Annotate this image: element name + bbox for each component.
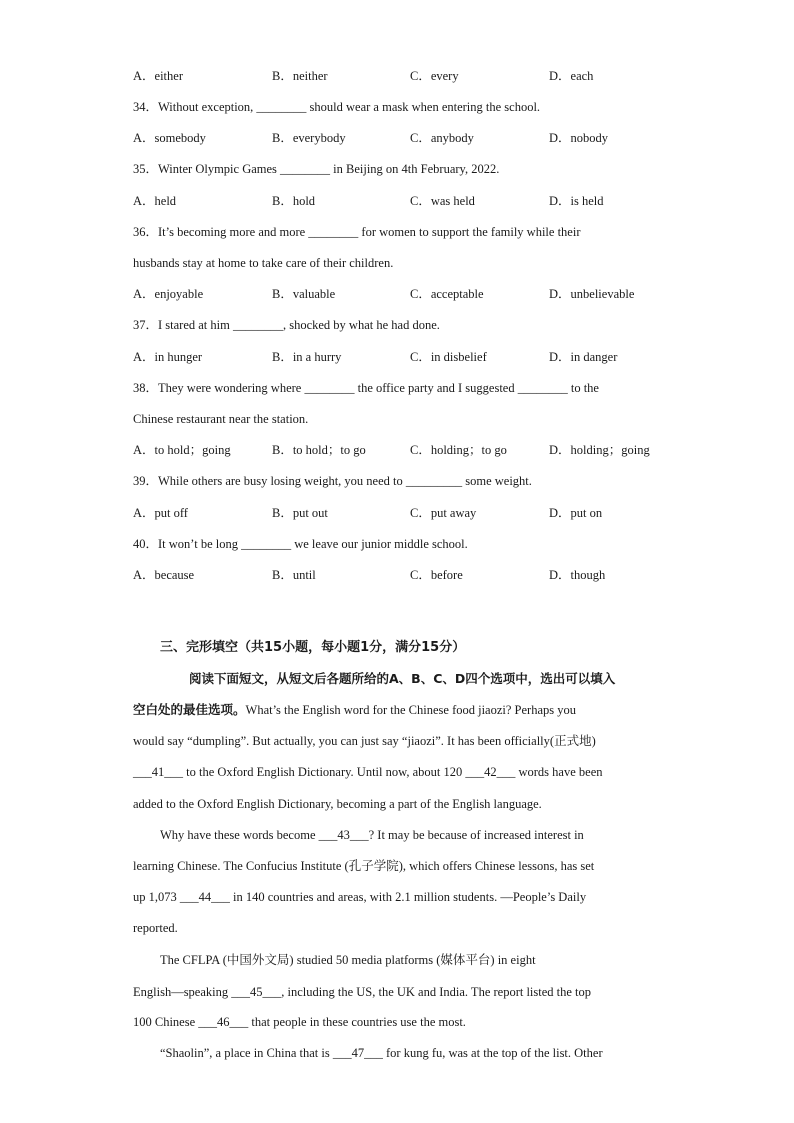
q38-options [133, 442, 693, 458]
q36-option-b: B．valuable [272, 287, 336, 301]
passage-p2-line3: up 1,073 ___44___ in 140 countries and areas, with 2.1 million students. —People’s Daily [133, 890, 587, 904]
q37-option-c: C．in disbelief [410, 350, 487, 364]
q39-option-b: B．put out [272, 506, 328, 520]
q36-options [133, 286, 693, 302]
q35-option-c: C．was held [410, 194, 475, 208]
passage-p4-line1: “Shaolin”, a place in China that is ___47___ for kung fu, was at the top of the list. Other [160, 1046, 603, 1060]
section-instructions-line1: 阅读下面短文，从短文后各题所给的A、B、C、D四个选项中，选出可以填入 [189, 671, 616, 686]
q40-option-c: C．before [410, 568, 463, 582]
q35-option-b: B．hold [272, 194, 316, 208]
q35-option-d: D．is held [549, 194, 604, 208]
q38-option-a: A．to hold；going [133, 443, 231, 457]
q36-stem-line1: 36．It’s becoming more and more ________ for women to support the family while their [133, 225, 581, 239]
passage-p2-line1: Why have these words become ___43___? It may be because of increased interest in [160, 828, 584, 842]
q33-options [133, 68, 693, 84]
passage-p3-line2: English—speaking ___45___, including the US, the UK and India. The report listed the top [133, 985, 592, 999]
q39-stem: 39．While others are busy losing weight, you need to _________ some weight. [133, 474, 532, 488]
q33-option-c: C．every [410, 69, 459, 83]
q34-option-b: B．everybody [272, 131, 346, 145]
q33-option-b: B．neither [272, 69, 328, 83]
q33-option-d: D．each [549, 69, 594, 83]
passage-p2-line2: learning Chinese. The Confucius Institute (孔子学院), which offers Chinese lessons, has set [133, 859, 595, 873]
q40-options [133, 567, 693, 583]
q34-options [133, 130, 693, 146]
q38-stem-line2: Chinese restaurant near the station. [133, 412, 309, 426]
q37-stem: 37．I stared at him ________, shocked by what he had done. [133, 318, 440, 332]
passage-p3-line1: The CFLPA (中国外文局) studied 50 media platforms (媒体平台) in eight [160, 953, 536, 967]
q40-stem: 40．It won’t be long ________ we leave our junior middle school. [133, 537, 468, 551]
q36-option-c: C．acceptable [410, 287, 484, 301]
q36-option-d: D．unbelievable [549, 287, 635, 301]
q36-option-a: A．enjoyable [133, 287, 204, 301]
q39-options [133, 505, 693, 521]
q35-option-a: A．held [133, 194, 177, 208]
q34-stem: 34．Without exception, ________ should wear a mask when entering the school. [133, 100, 541, 114]
q37-option-b: B．in a hurry [272, 350, 342, 364]
q37-options [133, 349, 693, 365]
q37-option-d: D．in danger [549, 350, 618, 364]
q33-option-a: A．either [133, 69, 183, 83]
q36-stem-line2: husbands stay at home to take care of their children. [133, 256, 394, 270]
passage-p1-line4: ___41___ to the Oxford English Dictionary. Until now, about 120 ___42___ words have been [133, 765, 603, 779]
q34-option-a: A．somebody [133, 131, 206, 145]
passage-p2-line4: reported. [133, 921, 178, 935]
q34-option-d: D．nobody [549, 131, 609, 145]
q35-options [133, 193, 693, 209]
q40-option-a: A．because [133, 568, 195, 582]
passage-line-instr2 [133, 702, 576, 718]
passage-p1-line2-text: What’s the English word for the Chinese food jiaozi? Perhaps you [245, 703, 576, 717]
q34-option-c: C．anybody [410, 131, 474, 145]
q38-stem-line1: 38．They were wondering where ________ the office party and I suggested ________ to the [133, 381, 599, 395]
q40-option-d: D．though [549, 568, 606, 582]
section-heading: 三、完形填空（共15小题，每小题1分，满分15分） [160, 640, 466, 655]
q40-option-b: B．until [272, 568, 316, 582]
q38-option-d: D．holding；going [549, 443, 650, 457]
q37-option-a: A．in hunger [133, 350, 203, 364]
passage-p1-line5: added to the Oxford English Dictionary, becoming a part of the English language. [133, 797, 542, 811]
passage-p1-line3: would say “dumpling”. But actually, you can just say “jiaozi”. It has been officially(正式地) [133, 734, 596, 748]
q35-stem: 35．Winter Olympic Games ________ in Beijing on 4th February, 2022. [133, 162, 500, 176]
passage-p3-line3: 100 Chinese ___46___ that people in these countries use the most. [133, 1015, 466, 1029]
q38-option-b: B．to hold；to go [272, 443, 366, 457]
q39-option-d: D．put on [549, 506, 603, 520]
q39-option-c: C．put away [410, 506, 477, 520]
section-instructions-line2: 空白处的最佳选项。 [133, 702, 246, 717]
q38-option-c: C．holding；to go [410, 443, 507, 457]
q39-option-a: A．put off [133, 506, 188, 520]
